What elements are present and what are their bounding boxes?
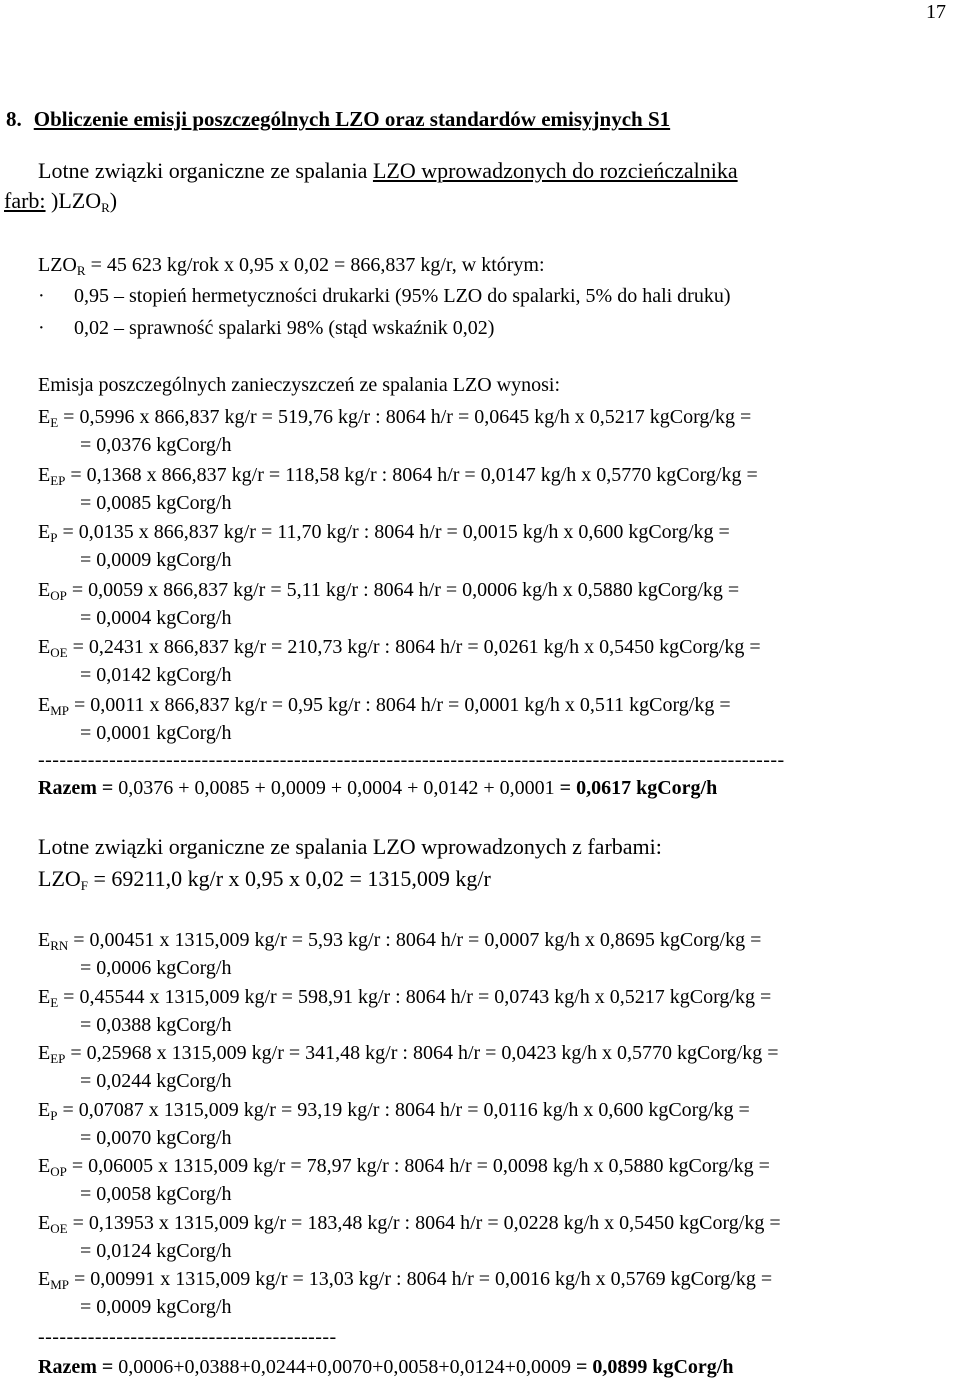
section2-total — [38, 1355, 733, 1379]
emission-symbol: E — [38, 1042, 51, 1064]
emission-result: = 0,0058 kgCorg/h — [80, 1183, 232, 1205]
emission-calculation: = 0,00451 x 1315,009 kg/r = 5,93 kg/r : 8064 h/r = 0,0007 kg/h x 0,8695 kgCorg/kg = — [68, 929, 762, 951]
emission-row — [38, 578, 739, 602]
intro-underlined-text: LZO wprowadzonych do rozcieńczalnika — [372, 158, 738, 183]
total-label: Razem = — [38, 1356, 114, 1378]
section-heading — [6, 107, 670, 131]
emission-row — [38, 405, 751, 429]
formula-sub: R — [76, 263, 86, 278]
emission-row — [38, 928, 761, 952]
emission-subscript: EP — [50, 472, 66, 488]
emission-symbol: E — [38, 521, 51, 543]
intro-line-2 — [4, 188, 117, 214]
emission-symbol: E — [38, 578, 51, 601]
emission-calculation: = 0,45544 x 1315,009 kg/r = 598,91 kg/r : 8064 h/r = 0,0743 kg/h x 0,5217 kgCorg/kg = — [58, 985, 772, 1008]
formula-body: = 45 623 kg/rok x 0,95 x 0,02 = 866,837 kg/r, w którym: — [85, 254, 545, 276]
emission-subscript: EP — [50, 1051, 66, 1066]
emission-subscript: OE — [50, 1220, 68, 1236]
emission-symbol: E — [38, 636, 51, 658]
emission-calculation: = 0,13953 x 1315,009 kg/r = 183,48 kg/r : 8064 h/r = 0,0228 kg/h x 0,5450 kgCorg/kg = — [67, 1211, 781, 1234]
emission-symbol: E — [38, 693, 51, 716]
total-label: Razem = — [38, 777, 114, 799]
emission-calculation: = 0,0011 x 866,837 kg/r = 0,95 kg/r : 8064 h/r = 0,0001 kg/h x 0,511 kgCorg/kg = — [69, 693, 731, 716]
emission-symbol: E — [38, 1155, 51, 1177]
emission-row — [38, 463, 758, 487]
emission-calculation: = 0,06005 x 1315,009 kg/r = 78,97 kg/r : 8064 h/r = 0,0098 kg/h x 0,5880 kgCorg/kg = — [66, 1155, 770, 1177]
emission-row — [38, 520, 730, 544]
total-expression: 0,0006+0,0388+0,0244+0,0070+0,0058+0,0124+0,0009 — [113, 1356, 576, 1378]
emission-subscript: OE — [50, 645, 68, 660]
emission-result: = 0,0124 kgCorg/h — [80, 1239, 232, 1262]
emission-symbol: E — [38, 1098, 51, 1121]
emission-row — [38, 693, 731, 717]
emission-result: = 0,0001 kgCorg/h — [80, 721, 232, 744]
emission-subscript: OP — [50, 1164, 67, 1179]
section1-total — [38, 776, 717, 800]
bullet-marker: · — [38, 317, 45, 339]
emission-row — [38, 635, 761, 659]
emission-result: = 0,0070 kgCorg/h — [80, 1126, 232, 1149]
heading-number: 8. — [6, 107, 22, 131]
emission-row — [38, 1041, 778, 1065]
page-number: 17 — [926, 1, 946, 23]
emission-row — [38, 1211, 781, 1235]
emission-symbol: E — [38, 463, 51, 486]
lzo-r-formula — [38, 253, 545, 277]
emission-calculation: = 0,07087 x 1315,009 kg/r = 93,19 kg/r : 8064 h/r = 0,0116 kg/h x 0,600 kgCorg/kg = — [57, 1098, 750, 1121]
emission-calculation: = 0,0135 x 866,837 kg/r = 11,70 kg/r : 8064 h/r = 0,0015 kg/h x 0,600 kgCorg/kg = — [57, 521, 730, 543]
bullet-item: 0,02 – sprawność spalarki 98% (stąd wskaźnik 0,02) — [74, 317, 495, 339]
bullet-marker: · — [38, 285, 45, 307]
emission-subscript: P — [50, 1107, 58, 1123]
section2-intro: Lotne związki organiczne ze spalania LZO wprowadzonych z farbami: — [38, 834, 662, 859]
intro-line-1 — [38, 158, 738, 184]
formula-body: = 69211,0 kg/r x 0,95 x 0,02 = 1315,009 kg/r — [88, 866, 491, 891]
emission-row — [38, 1154, 770, 1178]
emission-subscript: MP — [50, 1277, 70, 1292]
total-expression: 0,0376 + 0,0085 + 0,0009 + 0,0004 + 0,0142 + 0,0001 — [113, 777, 560, 799]
emission-symbol: E — [38, 985, 51, 1008]
heading-title: Obliczenie emisji poszczególnych LZO oraz standardów emisyjnych S1 — [33, 107, 671, 131]
emission-result: = 0,0009 kgCorg/h — [80, 1296, 232, 1318]
separator-line: ------------------------------------------ — [38, 1326, 337, 1348]
emission-result: = 0,0085 kgCorg/h — [80, 491, 232, 514]
formula-sub: F — [80, 878, 88, 893]
emission-row — [38, 1267, 772, 1291]
emission-calculation: = 0,00991 x 1315,009 kg/r = 13,03 kg/r : 8064 h/r = 0,0016 kg/h x 0,5769 kgCorg/kg = — [69, 1268, 773, 1290]
emission-symbol: E — [38, 406, 51, 428]
intro-close: ) — [109, 188, 118, 213]
emission-row — [38, 1098, 750, 1122]
emission-calculation: = 0,5996 x 866,837 kg/r = 519,76 kg/r : 8064 h/r = 0,0645 kg/h x 0,5217 kgCorg/kg = — [58, 406, 752, 428]
separator-line: --------------------------------------------------------------------------------------------------------- — [38, 749, 785, 771]
intro-lzo-sub: R — [101, 200, 110, 215]
emission-result: = 0,0244 kgCorg/h — [80, 1070, 232, 1092]
emission-result: = 0,0376 kgCorg/h — [80, 434, 232, 456]
emission-subscript: P — [50, 530, 58, 545]
total-result: = 0,0899 kgCorg/h — [575, 1356, 734, 1378]
emission-calculation: = 0,0059 x 866,837 kg/r = 5,11 kg/r : 8064 h/r = 0,0006 kg/h x 0,5880 kgCorg/kg = — [66, 578, 740, 601]
bullet-item: 0,95 – stopień hermetyczności drukarki (95% LZO do spalarki, 5% do hali druku) — [74, 285, 731, 307]
emission-row — [38, 985, 771, 1009]
emission-calculation: = 0,1368 x 866,837 kg/r = 118,58 kg/r : 8064 h/r = 0,0147 kg/h x 0,5770 kgCorg/kg = — [65, 463, 758, 486]
intro-text: Lotne związki organiczne ze spalania — [38, 158, 373, 183]
emission-intro: Emisja poszczególnych zanieczyszczeń ze spalania LZO wynosi: — [38, 374, 561, 396]
emission-subscript: E — [50, 415, 59, 430]
emission-result: = 0,0142 kgCorg/h — [80, 664, 232, 686]
emission-result: = 0,0004 kgCorg/h — [80, 606, 232, 629]
intro-lzo: )LZO — [45, 188, 102, 213]
lzo-f-formula — [38, 866, 491, 892]
emission-subscript: RN — [50, 938, 69, 953]
emission-subscript: OP — [50, 587, 67, 603]
emission-subscript: E — [50, 994, 59, 1010]
emission-symbol: E — [38, 1268, 51, 1290]
emission-symbol: E — [38, 929, 51, 951]
intro-underlined-text-2: farb: — [4, 188, 46, 213]
formula-symbol: LZO — [38, 866, 81, 891]
emission-calculation: = 0,2431 x 866,837 kg/r = 210,73 kg/r : 8064 h/r = 0,0261 kg/h x 0,5450 kgCorg/kg = — [67, 636, 761, 658]
emission-result: = 0,0388 kgCorg/h — [80, 1013, 232, 1036]
emission-subscript: MP — [50, 702, 70, 718]
emission-symbol: E — [38, 1211, 51, 1234]
emission-calculation: = 0,25968 x 1315,009 kg/r = 341,48 kg/r : 8064 h/r = 0,0423 kg/h x 0,5770 kgCorg/kg = — [65, 1042, 779, 1064]
emission-result: = 0,0006 kgCorg/h — [80, 957, 232, 979]
emission-result: = 0,0009 kgCorg/h — [80, 549, 232, 571]
total-result: = 0,0617 kgCorg/h — [559, 777, 718, 799]
formula-symbol: LZO — [38, 254, 77, 276]
